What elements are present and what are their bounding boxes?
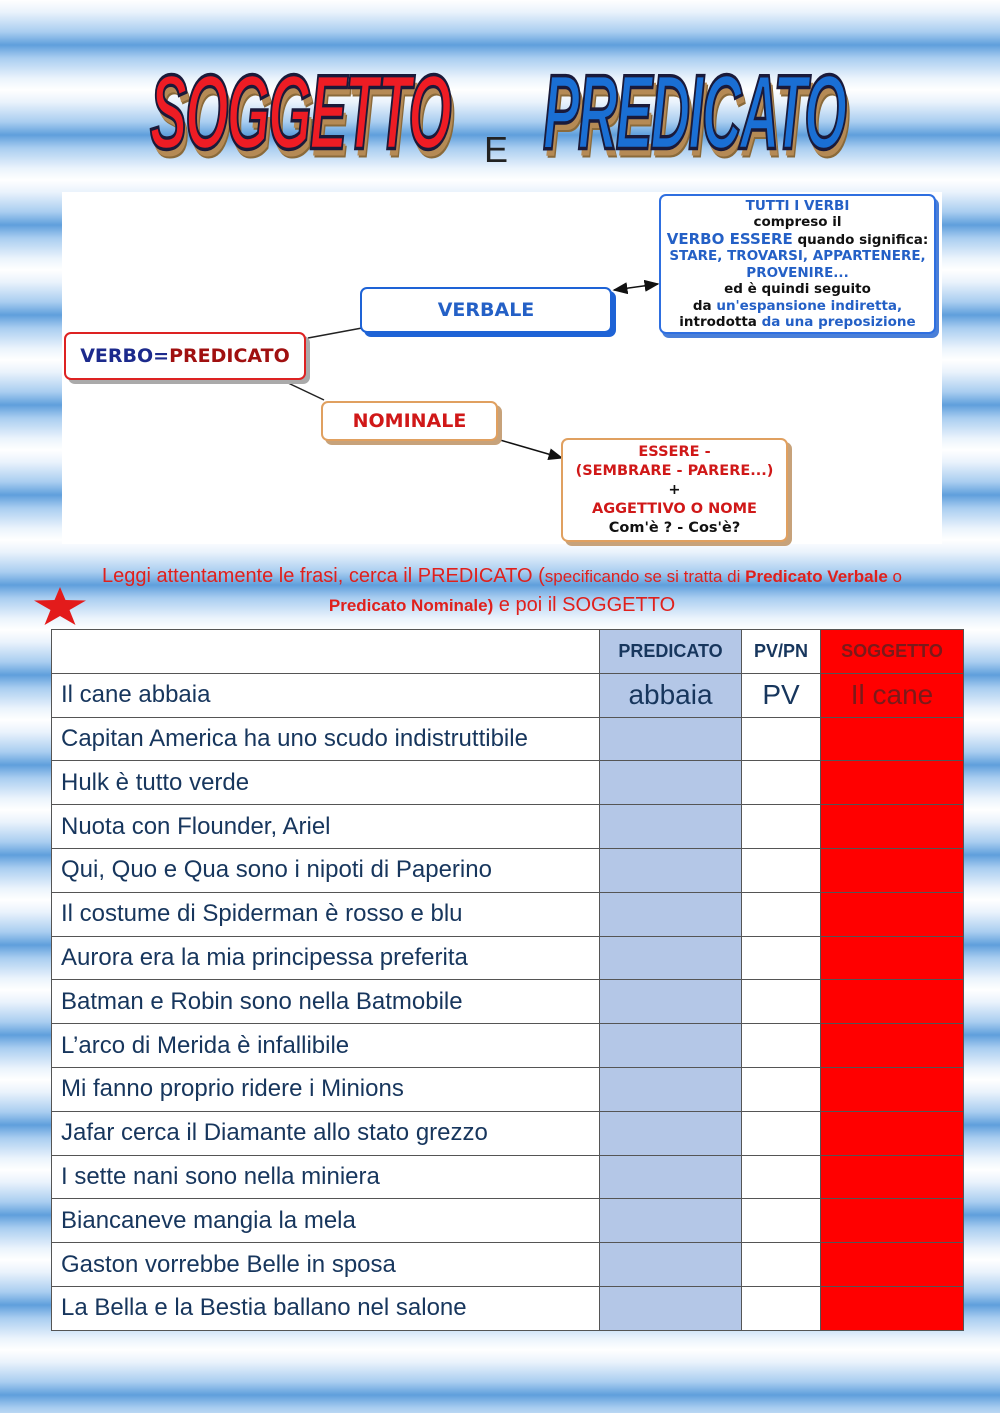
pvpn-answer-cell[interactable]: PV	[742, 673, 821, 717]
verbo-label: VERBO=	[80, 345, 170, 367]
sentence-cell: Nuota con Flounder, Ariel	[52, 805, 600, 849]
soggetto-answer-cell[interactable]	[821, 1199, 964, 1243]
pvpn-answer-cell[interactable]	[742, 761, 821, 805]
connector-main-nominale	[286, 382, 324, 400]
sentence-cell: La Bella e la Bestia ballano nel salone	[52, 1286, 600, 1330]
predicato-answer-cell[interactable]	[600, 1067, 742, 1111]
table-row	[52, 1199, 964, 1243]
pvpn-answer-cell[interactable]	[742, 1111, 821, 1155]
pvpn-answer-cell[interactable]	[742, 1243, 821, 1287]
table-row	[52, 980, 964, 1024]
essere-line-2: (SEMBRARE - PARERE...)	[575, 462, 774, 479]
table-row	[52, 761, 964, 805]
soggetto-answer-cell[interactable]	[821, 1024, 964, 1068]
predicato-answer-cell[interactable]	[600, 1024, 742, 1068]
predicato-answer-cell[interactable]	[600, 1199, 742, 1243]
pvpn-answer-cell[interactable]	[742, 805, 821, 849]
essere-line-1: ESSERE -	[638, 443, 711, 460]
header-predicato: PREDICATO	[600, 630, 742, 674]
tutti-line-1: TUTTI I VERBI	[745, 197, 850, 214]
sentence-cell: Mi fanno proprio ridere i Minions	[52, 1067, 600, 1111]
tutti-line-7: da un'espansione indiretta,	[692, 297, 903, 314]
header-pvpn: PV/PN	[742, 630, 821, 674]
pvpn-answer-cell[interactable]	[742, 936, 821, 980]
table-row	[52, 1243, 964, 1287]
soggetto-answer-cell[interactable]	[821, 980, 964, 1024]
pvpn-answer-cell[interactable]	[742, 1286, 821, 1330]
connector-verbale-tutti	[614, 284, 658, 290]
soggetto-answer-cell[interactable]	[821, 892, 964, 936]
tutti-line-4: STARE, TROVARSI, APPARTENERE,	[669, 248, 926, 264]
soggetto-answer-cell[interactable]	[821, 1286, 964, 1330]
pvpn-answer-cell[interactable]	[742, 892, 821, 936]
sentence-cell: Capitan America ha uno scudo indistruttibile	[52, 717, 600, 761]
tutti-line-5: PROVENIRE...	[746, 264, 849, 281]
title-conjunction: E	[484, 129, 509, 170]
nominale-box	[321, 401, 498, 441]
predicato-answer-cell[interactable]	[600, 936, 742, 980]
soggetto-answer-cell[interactable]	[821, 1155, 964, 1199]
predicato-answer-cell[interactable]	[600, 717, 742, 761]
verbale-box	[360, 287, 612, 333]
sentence-cell: Biancaneve mangia la mela	[52, 1199, 600, 1243]
tutti-i-verbi-box	[659, 194, 936, 334]
pvpn-answer-cell[interactable]	[742, 980, 821, 1024]
instruction-text: Leggi attentamente le frasi, cerca il PREDICATO (specificando se si tratta di Predicato Verbale o Predicato Nominale) e poi il SOGGETTO	[102, 565, 902, 616]
table-row	[52, 673, 964, 717]
predicato-answer-cell[interactable]: abbaia	[600, 673, 742, 717]
verbale-label: VERBALE	[437, 299, 535, 321]
table-row	[52, 1286, 964, 1330]
soggetto-answer-cell[interactable]: Il cane	[821, 673, 964, 717]
tutti-line-2: compreso il	[753, 214, 842, 230]
soggetto-answer-cell[interactable]	[821, 717, 964, 761]
tutti-line-6: ed è quindi seguito	[724, 281, 871, 297]
table-row	[52, 936, 964, 980]
predicato-label: PREDICATO	[169, 345, 290, 367]
predicato-answer-cell[interactable]	[600, 1111, 742, 1155]
soggetto-answer-cell[interactable]	[821, 1067, 964, 1111]
connector-main-verbale	[308, 328, 362, 338]
sentence-cell: Qui, Quo e Qua sono i nipoti di Paperino	[52, 848, 600, 892]
pvpn-answer-cell[interactable]	[742, 1155, 821, 1199]
concept-diagram	[62, 192, 942, 544]
soggetto-answer-cell[interactable]	[821, 761, 964, 805]
table-row	[52, 805, 964, 849]
title-soggetto: SOGGETTO	[150, 54, 450, 172]
sentence-cell: Jafar cerca il Diamante allo stato grezzo	[52, 1111, 600, 1155]
predicato-answer-cell[interactable]	[600, 761, 742, 805]
nominale-label: NOMINALE	[352, 410, 467, 432]
sentence-cell: Hulk è tutto verde	[52, 761, 600, 805]
sentence-cell: Gaston vorrebbe Belle in sposa	[52, 1243, 600, 1287]
table-row	[52, 848, 964, 892]
table-row	[52, 1111, 964, 1155]
sentence-cell: Batman e Robin sono nella Batmobile	[52, 980, 600, 1024]
essere-box	[561, 438, 788, 542]
title-predicato: PREDICATO	[543, 54, 846, 172]
soggetto-answer-cell[interactable]	[821, 1243, 964, 1287]
pvpn-answer-cell[interactable]	[742, 717, 821, 761]
connector-nominale-essere	[500, 440, 562, 458]
pvpn-answer-cell[interactable]	[742, 1199, 821, 1243]
sentence-cell: Aurora era la mia principessa preferita	[52, 936, 600, 980]
predicato-answer-cell[interactable]	[600, 848, 742, 892]
table-row	[52, 892, 964, 936]
soggetto-answer-cell[interactable]	[821, 936, 964, 980]
sentence-cell: Il cane abbaia	[52, 673, 600, 717]
essere-line-5: Com'è ? - Cos'è?	[608, 519, 741, 536]
predicato-answer-cell[interactable]	[600, 1155, 742, 1199]
tutti-line-8: introdotta da una preposizione	[679, 314, 916, 330]
sentence-cell: I sette nani sono nella miniera	[52, 1155, 600, 1199]
sentence-cell: L’arco di Merida è infallibile	[52, 1024, 600, 1068]
exercise-table	[51, 629, 964, 1331]
predicato-answer-cell[interactable]	[600, 892, 742, 936]
pvpn-answer-cell[interactable]	[742, 1024, 821, 1068]
predicato-answer-cell[interactable]	[600, 1286, 742, 1330]
table-row	[52, 1067, 964, 1111]
header-sentence	[52, 630, 600, 674]
soggetto-answer-cell[interactable]	[821, 848, 964, 892]
pvpn-answer-cell[interactable]	[742, 1067, 821, 1111]
predicato-answer-cell[interactable]	[600, 1243, 742, 1287]
table-row	[52, 717, 964, 761]
verbo-predicato-box	[64, 332, 306, 380]
predicato-answer-cell[interactable]	[600, 980, 742, 1024]
table-row	[52, 1155, 964, 1199]
soggetto-answer-cell[interactable]	[821, 1111, 964, 1155]
star-icon	[32, 586, 88, 626]
header-soggetto: SOGGETTO	[821, 630, 964, 674]
sentence-cell: Il costume di Spiderman è rosso e blu	[52, 892, 600, 936]
tutti-line-3: VERBO ESSERE quando significa:	[666, 229, 929, 248]
table-row	[52, 1024, 964, 1068]
pvpn-answer-cell[interactable]	[742, 848, 821, 892]
essere-line-4: AGGETTIVO O NOME	[592, 500, 757, 517]
essere-line-3: +	[668, 481, 681, 498]
predicato-answer-cell[interactable]	[600, 805, 742, 849]
soggetto-answer-cell[interactable]	[821, 805, 964, 849]
table-header-row	[52, 630, 964, 674]
